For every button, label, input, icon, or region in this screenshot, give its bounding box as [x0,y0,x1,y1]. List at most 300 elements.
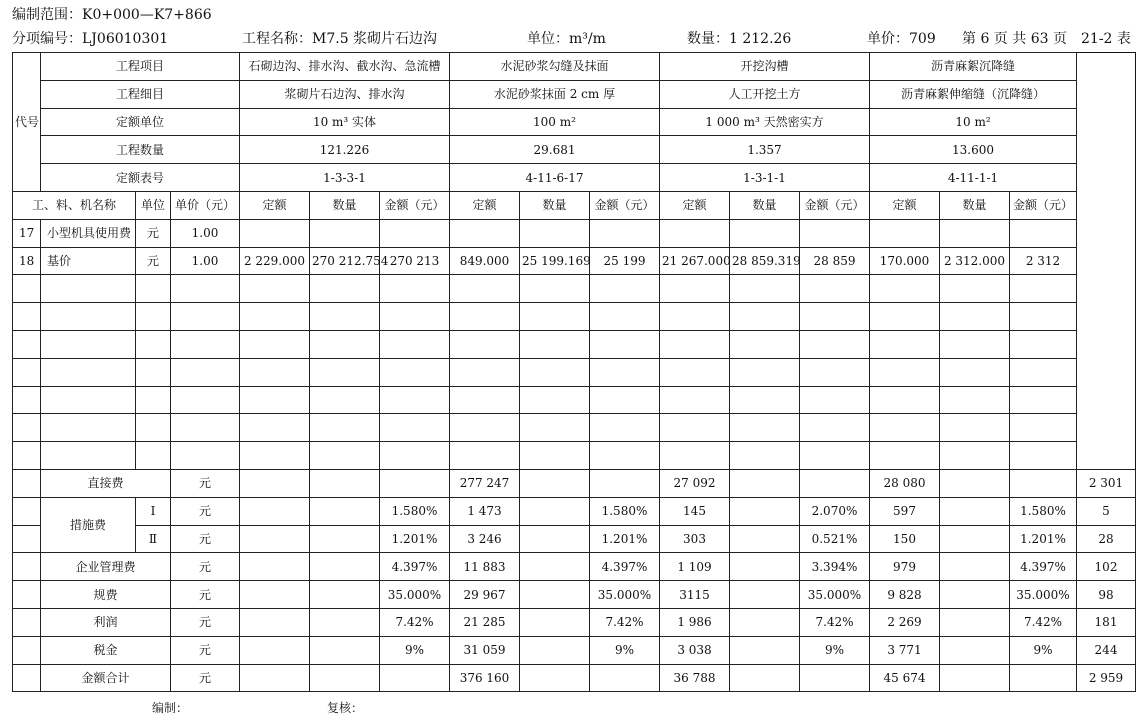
blank-cell [136,414,171,442]
summary-row [13,469,1136,497]
summary-value [730,497,800,525]
blank-cell [520,442,590,470]
blank-cell [310,303,380,331]
blank-cell [240,386,310,414]
row-code: 17 [13,219,41,247]
summary-value: 29 967 [450,581,520,609]
col-head-quota: 定额 [660,191,730,219]
col-head-amount: 数量 [310,191,380,219]
summary-value: 1 986 [660,608,730,636]
row-value [660,219,730,247]
blank-cell [380,303,450,331]
group-item: 石砌边沟、排水沟、截水沟、急流槽 [240,53,450,81]
summary-value: 45 674 [870,664,940,692]
blank-cell [940,358,1010,386]
col-head-amount: 数量 [730,191,800,219]
summary-name: 利润 [41,608,171,636]
summary-unit: 元 [171,525,240,553]
blank-cell [1010,442,1077,470]
row-value [450,219,520,247]
blank-cell [171,358,240,386]
summary-row [13,525,1136,553]
summary-code [13,497,41,525]
blank-cell [1010,358,1077,386]
summary-unit: 元 [171,469,240,497]
blank-cell [520,275,590,303]
summary-value [310,608,380,636]
reviewer-label: 复核： [327,701,364,715]
summary-value: 1.580% [590,497,660,525]
summary-value [380,469,450,497]
summary-value: 1.201% [590,525,660,553]
blank-cell [590,386,660,414]
summary-value [520,636,590,664]
row-value [310,219,380,247]
summary-value [520,608,590,636]
row-name: 基价 [41,247,136,275]
summary-row [13,497,1136,525]
blank-cell [800,330,870,358]
summary-value [520,525,590,553]
blank-cell [660,386,730,414]
row-value [730,219,800,247]
blank-cell [520,386,590,414]
blank-cell [136,358,171,386]
group-detail: 水泥砂浆抹面 2 cm 厚 [450,80,660,108]
summary-value: 1.201% [1010,525,1077,553]
summary-price [240,469,310,497]
row-value [520,219,590,247]
blank-cell [870,303,940,331]
summary-code [13,525,41,553]
col-head-quota: 定额 [240,191,310,219]
blank-cell [450,303,520,331]
summary-value [730,525,800,553]
blank-cell [136,303,171,331]
blank-cell [310,386,380,414]
blank-cell [730,275,800,303]
summary-value: 7.42% [800,608,870,636]
summary-value: 150 [870,525,940,553]
blank-cell [41,386,136,414]
blank-cell [450,414,520,442]
blank-cell [800,275,870,303]
col-head-money: 金额（元） [380,191,450,219]
group-qty: 1.357 [660,136,870,164]
row-unit: 元 [136,219,171,247]
row-label: 工程细目 [41,80,240,108]
blank-cell [800,442,870,470]
group-qty: 13.600 [870,136,1077,164]
summary-value: 35.000% [800,581,870,609]
row-price: 1.00 [171,219,240,247]
summary-value [310,664,380,692]
summary-value [590,469,660,497]
summary-value [520,553,590,581]
blank-cell [520,358,590,386]
blank-cell [940,303,1010,331]
group-unit: 10 m³ 实体 [240,108,450,136]
row-value: 270 213 [380,247,450,275]
row-name: 小型机具使用费 [41,219,136,247]
summary-price [240,664,310,692]
group-unit: 10 m² [870,108,1077,136]
blank-cell [13,275,41,303]
blank-cell [136,386,171,414]
blank-row [13,358,1136,386]
blank-cell [450,275,520,303]
blank-cell [450,442,520,470]
row-label: 工程数量 [41,136,240,164]
summary-row [13,581,1136,609]
row-value: 2 312 [1010,247,1077,275]
summary-value [1010,664,1077,692]
summary-value: 7.42% [1010,608,1077,636]
row-value: 2 229.000 [240,247,310,275]
project-name-label: 工程名称：M7.5 浆砌片石边沟 [242,31,438,47]
summary-value: 1.580% [380,497,450,525]
summary-value [940,664,1010,692]
col-head-amount: 数量 [520,191,590,219]
blank-cell [136,275,171,303]
blank-cell [310,442,380,470]
group-table: 1-3-1-1 [660,164,870,192]
summary-value: 36 788 [660,664,730,692]
summary-value [310,525,380,553]
blank-cell [41,358,136,386]
summary-value: 3115 [660,581,730,609]
row-value [800,219,870,247]
blank-cell [660,442,730,470]
blank-cell [310,275,380,303]
row-value: 270 212.754 [310,247,380,275]
summary-value: 28 080 [870,469,940,497]
summary-value [310,497,380,525]
blank-cell [800,303,870,331]
blank-cell [310,414,380,442]
row-value: 849.000 [450,247,520,275]
summary-value: 28 [1077,525,1136,553]
row-label: 定额表号 [41,164,240,192]
summary-value [730,469,800,497]
blank-cell [730,386,800,414]
col-head-quota: 定额 [870,191,940,219]
table-row [13,247,1136,275]
blank-cell [730,330,800,358]
blank-cell [870,275,940,303]
group-qty: 121.226 [240,136,450,164]
row-value [940,219,1010,247]
summary-value: 0.521% [800,525,870,553]
summary-value [940,581,1010,609]
row-value: 2 312.000 [940,247,1010,275]
summary-value: 3.394% [800,553,870,581]
summary-value [940,469,1010,497]
summary-row [13,553,1136,581]
summary-price [240,553,310,581]
summary-value [590,664,660,692]
blank-cell [136,442,171,470]
group-detail: 人工开挖土方 [660,80,870,108]
blank-cell [660,358,730,386]
blank-cell [380,275,450,303]
row-value: 28 859 [800,247,870,275]
blank-cell [870,442,940,470]
summary-value: 181 [1077,608,1136,636]
summary-value: 9% [380,636,450,664]
summary-unit: 元 [171,497,240,525]
summary-sub: Ⅰ [136,497,171,525]
blank-cell [870,358,940,386]
blank-cell [730,442,800,470]
blank-cell [590,442,660,470]
blank-cell [1010,275,1077,303]
summary-value [730,636,800,664]
form-number-label: 21-2 表 [1081,31,1131,47]
blank-cell [171,386,240,414]
summary-value: 3 771 [870,636,940,664]
summary-name: 金额合计 [41,664,171,692]
blank-cell [730,358,800,386]
summary-value: 2 269 [870,608,940,636]
col-head-money: 金额（元） [800,191,870,219]
summary-code [13,608,41,636]
blank-cell [730,414,800,442]
row-value [240,219,310,247]
row-label: 定额单位 [41,108,240,136]
summary-value: 4.397% [1010,553,1077,581]
blank-row [13,442,1136,470]
summary-value [520,497,590,525]
blank-cell [590,358,660,386]
blank-cell [1010,330,1077,358]
blank-cell [171,414,240,442]
summary-value [520,664,590,692]
summary-row [13,608,1136,636]
group-unit: 1 000 m³ 天然密实方 [660,108,870,136]
blank-cell [240,358,310,386]
summary-code [13,581,41,609]
summary-price [240,581,310,609]
summary-value: 9% [800,636,870,664]
summary-value [380,664,450,692]
row-price: 1.00 [171,247,240,275]
editor-label: 编制： [152,701,189,715]
summary-value: 9 828 [870,581,940,609]
row-value [1010,219,1077,247]
summary-row [13,664,1136,692]
blank-cell [590,275,660,303]
summary-value [1010,469,1077,497]
blank-cell [940,442,1010,470]
group-table: 1-3-3-1 [240,164,450,192]
blank-cell [41,414,136,442]
summary-value [800,469,870,497]
blank-cell [590,303,660,331]
group-table: 4-11-6-17 [450,164,660,192]
blank-cell [240,275,310,303]
summary-value: 1.580% [1010,497,1077,525]
summary-value: 979 [870,553,940,581]
blank-cell [240,442,310,470]
blank-cell [13,303,41,331]
blank-cell [870,330,940,358]
summary-value: 3 246 [450,525,520,553]
summary-value [730,608,800,636]
column-head-row [13,191,1136,219]
row-label: 工程项目 [41,53,240,81]
summary-value: 7.42% [380,608,450,636]
blank-cell [41,330,136,358]
summary-unit: 元 [171,664,240,692]
group-item: 沥青麻絮沉降缝 [870,53,1077,81]
row-value: 170.000 [870,247,940,275]
summary-value [730,581,800,609]
summary-value [520,469,590,497]
table-row [13,219,1136,247]
header-row [13,53,1136,81]
blank-cell [450,358,520,386]
summary-value [310,581,380,609]
blank-cell [240,303,310,331]
summary-value [730,664,800,692]
unit-label: 单位：m³/m [527,31,606,47]
blank-cell [13,386,41,414]
summary-value: 2 959 [1077,664,1136,692]
blank-cell [660,275,730,303]
blank-cell [380,442,450,470]
blank-cell [171,442,240,470]
blank-cell [940,386,1010,414]
cost-table [12,52,1136,692]
summary-unit: 元 [171,636,240,664]
summary-value: 11 883 [450,553,520,581]
blank-cell [520,414,590,442]
row-code: 18 [13,247,41,275]
blank-cell [380,358,450,386]
summary-value: 376 160 [450,664,520,692]
group-item: 水泥砂浆勾缝及抹面 [450,53,660,81]
summary-code [13,636,41,664]
header-row [13,80,1136,108]
blank-cell [41,442,136,470]
header-row [13,164,1136,192]
summary-unit: 元 [171,608,240,636]
col-head-quota: 定额 [450,191,520,219]
blank-cell [590,414,660,442]
blank-cell [660,414,730,442]
blank-cell [13,414,41,442]
summary-value: 2.070% [800,497,870,525]
blank-cell [520,330,590,358]
row-value: 25 199 [590,247,660,275]
summary-value: 27 092 [660,469,730,497]
unit-price-label: 单价：709 [867,31,936,47]
blank-cell [13,358,41,386]
blank-cell [380,414,450,442]
blank-cell [940,330,1010,358]
summary-value: 98 [1077,581,1136,609]
row-value: 28 859.319 [730,247,800,275]
blank-cell [136,330,171,358]
blank-cell [590,330,660,358]
summary-sub: Ⅱ [136,525,171,553]
blank-cell [800,414,870,442]
blank-cell [240,330,310,358]
blank-cell [41,275,136,303]
blank-cell [660,303,730,331]
blank-cell [520,303,590,331]
summary-value: 1 473 [450,497,520,525]
summary-value [940,525,1010,553]
row-value [380,219,450,247]
blank-row [13,414,1136,442]
blank-cell [171,330,240,358]
summary-value: 145 [660,497,730,525]
summary-value [940,553,1010,581]
blank-cell [310,330,380,358]
summary-name: 规费 [41,581,171,609]
summary-name: 税金 [41,636,171,664]
blank-cell [660,330,730,358]
row-value [590,219,660,247]
col-head-name: 工、料、机名称 [13,191,136,219]
summary-value [520,581,590,609]
summary-value [310,636,380,664]
row-unit: 元 [136,247,171,275]
summary-value: 4.397% [380,553,450,581]
blank-cell [450,330,520,358]
blank-cell [171,275,240,303]
quantity-label: 数量：1 212.26 [687,31,792,47]
summary-value: 31 059 [450,636,520,664]
row-value: 21 267.000 [660,247,730,275]
code-header: 代号 [13,53,41,192]
summary-value: 7.42% [590,608,660,636]
blank-cell [13,330,41,358]
summary-value: 21 285 [450,608,520,636]
summary-value: 597 [870,497,940,525]
blank-cell [380,330,450,358]
summary-value: 5 [1077,497,1136,525]
blank-cell [450,386,520,414]
summary-value: 4.397% [590,553,660,581]
summary-value: 102 [1077,553,1136,581]
group-detail: 沥青麻絮伸缩缝（沉降缝） [870,80,1077,108]
summary-value: 244 [1077,636,1136,664]
row-value: 25 199.169 [520,247,590,275]
summary-price [240,608,310,636]
group-detail: 浆砌片石边沟、排水沟 [240,80,450,108]
blank-cell [1010,386,1077,414]
header-row [13,136,1136,164]
summary-value [800,664,870,692]
blank-cell [240,414,310,442]
range-label: 编制范围：K0+000—K7+866 [12,7,212,23]
summary-value [310,553,380,581]
summary-value: 35.000% [380,581,450,609]
summary-value: 35.000% [1010,581,1077,609]
blank-cell [1010,414,1077,442]
blank-cell [800,358,870,386]
summary-value: 9% [590,636,660,664]
summary-value: 35.000% [590,581,660,609]
blank-cell [940,275,1010,303]
col-head-money: 金额（元） [1010,191,1077,219]
blank-row [13,275,1136,303]
summary-value: 2 301 [1077,469,1136,497]
blank-cell [870,414,940,442]
